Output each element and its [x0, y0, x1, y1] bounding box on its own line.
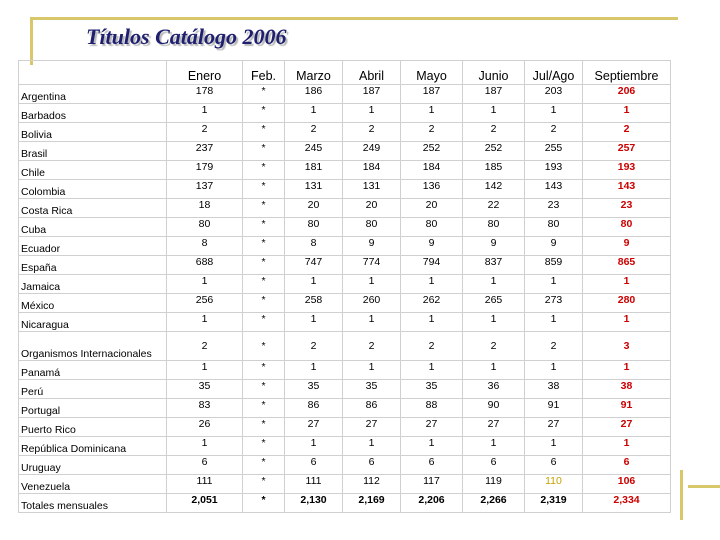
row-country-label: República Dominicana: [19, 437, 167, 456]
table-row: [19, 180, 671, 199]
table-cell: *: [243, 275, 285, 294]
table-row: [19, 123, 671, 142]
table-cell: 23: [525, 199, 583, 218]
table-cell: 2: [343, 332, 401, 361]
table-cell: 1: [343, 313, 401, 332]
column-header: Abril: [343, 61, 401, 85]
table-cell: 20: [285, 199, 343, 218]
table-cell: 260: [343, 294, 401, 313]
row-country-label: Costa Rica: [19, 199, 167, 218]
row-country-label: Ecuador: [19, 237, 167, 256]
table-cell: 2: [401, 123, 463, 142]
table-cell: 178: [167, 85, 243, 104]
frame-top-line: [30, 17, 678, 20]
frame-bottom-line: [688, 485, 720, 488]
column-header: Marzo: [285, 61, 343, 85]
table-cell: 1: [525, 275, 583, 294]
row-country-label: Puerto Rico: [19, 418, 167, 437]
row-country-label: Nicaragua: [19, 313, 167, 332]
table-cell: 688: [167, 256, 243, 275]
column-header: Junio: [463, 61, 525, 85]
table-cell: 774: [343, 256, 401, 275]
table-cell: 91: [525, 399, 583, 418]
table-cell: 2: [463, 332, 525, 361]
table-cell: 2: [167, 332, 243, 361]
table-cell: 2: [525, 332, 583, 361]
table-cell: 80: [525, 218, 583, 237]
table-cell: 35: [167, 380, 243, 399]
table-cell: 203: [525, 85, 583, 104]
table-cell: 27: [285, 418, 343, 437]
table-cell: 1: [525, 313, 583, 332]
row-country-label: Venezuela: [19, 475, 167, 494]
table-cell: 193: [525, 161, 583, 180]
row-country-label: España: [19, 256, 167, 275]
table-row: [19, 494, 671, 513]
table-cell: 1: [285, 361, 343, 380]
table-cell: 2,051: [167, 494, 243, 513]
table-cell: *: [243, 361, 285, 380]
table-body: [19, 85, 671, 513]
frame-right-line: [680, 470, 683, 520]
table-cell: 1: [583, 437, 671, 456]
row-country-label: Cuba: [19, 218, 167, 237]
table-cell: *: [243, 437, 285, 456]
table-cell: 9: [583, 237, 671, 256]
table-cell: 38: [583, 380, 671, 399]
column-header: Feb.: [243, 61, 285, 85]
table-cell: 38: [525, 380, 583, 399]
table-cell: 2,319: [525, 494, 583, 513]
table-cell: 2: [463, 123, 525, 142]
table-cell: *: [243, 294, 285, 313]
table-cell: 865: [583, 256, 671, 275]
header-corner: [19, 61, 167, 85]
table-row: [19, 399, 671, 418]
table-row: [19, 475, 671, 494]
table-cell: 1: [167, 437, 243, 456]
table-cell: 18: [167, 199, 243, 218]
table-row: [19, 332, 671, 361]
table-cell: 27: [343, 418, 401, 437]
table-cell: 131: [285, 180, 343, 199]
table-cell: 6: [583, 456, 671, 475]
table-cell: 2,206: [401, 494, 463, 513]
table-cell: 1: [285, 437, 343, 456]
table-row: [19, 199, 671, 218]
table-cell: 184: [343, 161, 401, 180]
table-cell: 80: [463, 218, 525, 237]
table-cell: 2,334: [583, 494, 671, 513]
table-row: [19, 380, 671, 399]
table-cell: 111: [167, 475, 243, 494]
table-cell: 273: [525, 294, 583, 313]
table-cell: 88: [401, 399, 463, 418]
table-row: [19, 104, 671, 123]
table-cell: 36: [463, 380, 525, 399]
table-cell: 1: [525, 361, 583, 380]
row-country-label: Colombia: [19, 180, 167, 199]
table-cell: 80: [583, 218, 671, 237]
catalog-table: [18, 60, 671, 513]
table-cell: *: [243, 418, 285, 437]
table-cell: 6: [463, 456, 525, 475]
table-cell: 117: [401, 475, 463, 494]
table-cell: 20: [401, 199, 463, 218]
table-cell: *: [243, 142, 285, 161]
table-cell: 6: [525, 456, 583, 475]
table-cell: 187: [401, 85, 463, 104]
row-country-label: Jamaica: [19, 275, 167, 294]
table-cell: 86: [343, 399, 401, 418]
table-cell: 27: [401, 418, 463, 437]
table-cell: 186: [285, 85, 343, 104]
table-cell: *: [243, 332, 285, 361]
table-cell: 1: [401, 361, 463, 380]
table-cell: 8: [285, 237, 343, 256]
table-cell: 1: [583, 361, 671, 380]
table-cell: 9: [525, 237, 583, 256]
table-cell: 237: [167, 142, 243, 161]
table-cell: 1: [343, 104, 401, 123]
table-cell: 6: [167, 456, 243, 475]
table-cell: 255: [525, 142, 583, 161]
table-cell: 187: [343, 85, 401, 104]
table-cell: *: [243, 85, 285, 104]
table-cell: 35: [343, 380, 401, 399]
table-cell: 794: [401, 256, 463, 275]
row-country-label: Portugal: [19, 399, 167, 418]
table-row: [19, 456, 671, 475]
row-country-label: México: [19, 294, 167, 313]
table-cell: 1: [343, 275, 401, 294]
table-cell: 136: [401, 180, 463, 199]
table-cell: 1: [525, 104, 583, 123]
table-row: [19, 85, 671, 104]
table-row: [19, 237, 671, 256]
table-cell: 20: [343, 199, 401, 218]
table-cell: 2,130: [285, 494, 343, 513]
table-cell: 22: [463, 199, 525, 218]
table-cell: 1: [583, 313, 671, 332]
table-cell: 6: [401, 456, 463, 475]
table-cell: 2: [285, 123, 343, 142]
table-cell: 23: [583, 199, 671, 218]
table-cell: *: [243, 180, 285, 199]
table-cell: 27: [583, 418, 671, 437]
table-cell: 2: [285, 332, 343, 361]
table-cell: 2: [167, 123, 243, 142]
table-cell: 110: [525, 475, 583, 494]
table-cell: 193: [583, 161, 671, 180]
table-cell: 265: [463, 294, 525, 313]
table-cell: 206: [583, 85, 671, 104]
column-header: Jul/Ago: [525, 61, 583, 85]
table-cell: 1: [285, 275, 343, 294]
table-cell: 137: [167, 180, 243, 199]
table-cell: 83: [167, 399, 243, 418]
table-cell: 1: [285, 104, 343, 123]
row-country-label: Bolivia: [19, 123, 167, 142]
table-cell: 1: [167, 275, 243, 294]
table-cell: 143: [525, 180, 583, 199]
table-cell: 1: [463, 275, 525, 294]
table-cell: 280: [583, 294, 671, 313]
table-cell: *: [243, 313, 285, 332]
table-cell: 181: [285, 161, 343, 180]
table-cell: 9: [401, 237, 463, 256]
table-row: [19, 275, 671, 294]
table-cell: 2: [525, 123, 583, 142]
table-row: [19, 161, 671, 180]
row-country-label: Argentina: [19, 85, 167, 104]
table-cell: 1: [167, 104, 243, 123]
table-cell: 1: [401, 104, 463, 123]
row-country-label: Perú: [19, 380, 167, 399]
table-row: [19, 256, 671, 275]
table-cell: 2: [401, 332, 463, 361]
row-country-label: Brasil: [19, 142, 167, 161]
table-cell: 859: [525, 256, 583, 275]
column-header: Enero: [167, 61, 243, 85]
table-cell: 2: [583, 123, 671, 142]
row-country-label: Panamá: [19, 361, 167, 380]
table-cell: *: [243, 494, 285, 513]
table-cell: 1: [525, 437, 583, 456]
table-cell: 252: [401, 142, 463, 161]
table-cell: 91: [583, 399, 671, 418]
row-country-label: Organismos Internacionales: [19, 332, 167, 361]
table-row: [19, 142, 671, 161]
table-cell: 258: [285, 294, 343, 313]
frame-left-line: [30, 17, 33, 65]
row-country-label: Barbados: [19, 104, 167, 123]
table-cell: *: [243, 104, 285, 123]
table-cell: 252: [463, 142, 525, 161]
table-cell: 837: [463, 256, 525, 275]
table-cell: 187: [463, 85, 525, 104]
table-cell: 80: [285, 218, 343, 237]
table-cell: 256: [167, 294, 243, 313]
table-cell: 27: [463, 418, 525, 437]
table-cell: 1: [463, 104, 525, 123]
table-cell: 747: [285, 256, 343, 275]
row-country-label: Totales mensuales: [19, 494, 167, 513]
table-row: [19, 218, 671, 237]
table-cell: 249: [343, 142, 401, 161]
table-cell: 8: [167, 237, 243, 256]
table-cell: *: [243, 256, 285, 275]
table-row: [19, 437, 671, 456]
column-header: Mayo: [401, 61, 463, 85]
table-cell: 257: [583, 142, 671, 161]
table-cell: *: [243, 475, 285, 494]
table-cell: 2,169: [343, 494, 401, 513]
table-cell: 9: [343, 237, 401, 256]
table-cell: 90: [463, 399, 525, 418]
table-cell: *: [243, 123, 285, 142]
table-cell: 179: [167, 161, 243, 180]
table-cell: 6: [285, 456, 343, 475]
table-cell: 111: [285, 475, 343, 494]
table-cell: 1: [167, 361, 243, 380]
table-cell: 1: [463, 437, 525, 456]
table-cell: 143: [583, 180, 671, 199]
table-cell: 86: [285, 399, 343, 418]
table-row: [19, 418, 671, 437]
table-cell: 27: [525, 418, 583, 437]
table-cell: 1: [463, 361, 525, 380]
table-cell: 1: [167, 313, 243, 332]
table-cell: *: [243, 161, 285, 180]
table-cell: 1: [343, 361, 401, 380]
table-cell: 35: [401, 380, 463, 399]
table-row: [19, 294, 671, 313]
row-country-label: Uruguay: [19, 456, 167, 475]
table-cell: 2: [343, 123, 401, 142]
table-cell: *: [243, 218, 285, 237]
table-cell: *: [243, 237, 285, 256]
table-cell: 106: [583, 475, 671, 494]
table-cell: 80: [401, 218, 463, 237]
table-row: [19, 313, 671, 332]
table-cell: 184: [401, 161, 463, 180]
column-header: Septiembre: [583, 61, 671, 85]
table-cell: 185: [463, 161, 525, 180]
table-cell: 1: [343, 437, 401, 456]
header-row: [19, 61, 671, 85]
table-cell: 1: [583, 275, 671, 294]
table-cell: 35: [285, 380, 343, 399]
table-cell: *: [243, 380, 285, 399]
table-cell: 262: [401, 294, 463, 313]
table-cell: 80: [167, 218, 243, 237]
table-cell: 1: [583, 104, 671, 123]
page-title: Títulos Catálogo 2006: [86, 24, 287, 49]
table-cell: 1: [401, 313, 463, 332]
table-cell: *: [243, 399, 285, 418]
table-cell: 1: [285, 313, 343, 332]
table-cell: 1: [463, 313, 525, 332]
table-cell: 80: [343, 218, 401, 237]
table-cell: *: [243, 199, 285, 218]
table-cell: 1: [401, 437, 463, 456]
table-cell: 6: [343, 456, 401, 475]
table-cell: 245: [285, 142, 343, 161]
table-cell: 112: [343, 475, 401, 494]
table-cell: 9: [463, 237, 525, 256]
table-cell: 131: [343, 180, 401, 199]
table-row: [19, 361, 671, 380]
row-country-label: Chile: [19, 161, 167, 180]
table-cell: 119: [463, 475, 525, 494]
table-cell: 142: [463, 180, 525, 199]
table-cell: 1: [401, 275, 463, 294]
table-cell: *: [243, 456, 285, 475]
table-cell: 26: [167, 418, 243, 437]
table-cell: 2,266: [463, 494, 525, 513]
table-cell: 3: [583, 332, 671, 361]
